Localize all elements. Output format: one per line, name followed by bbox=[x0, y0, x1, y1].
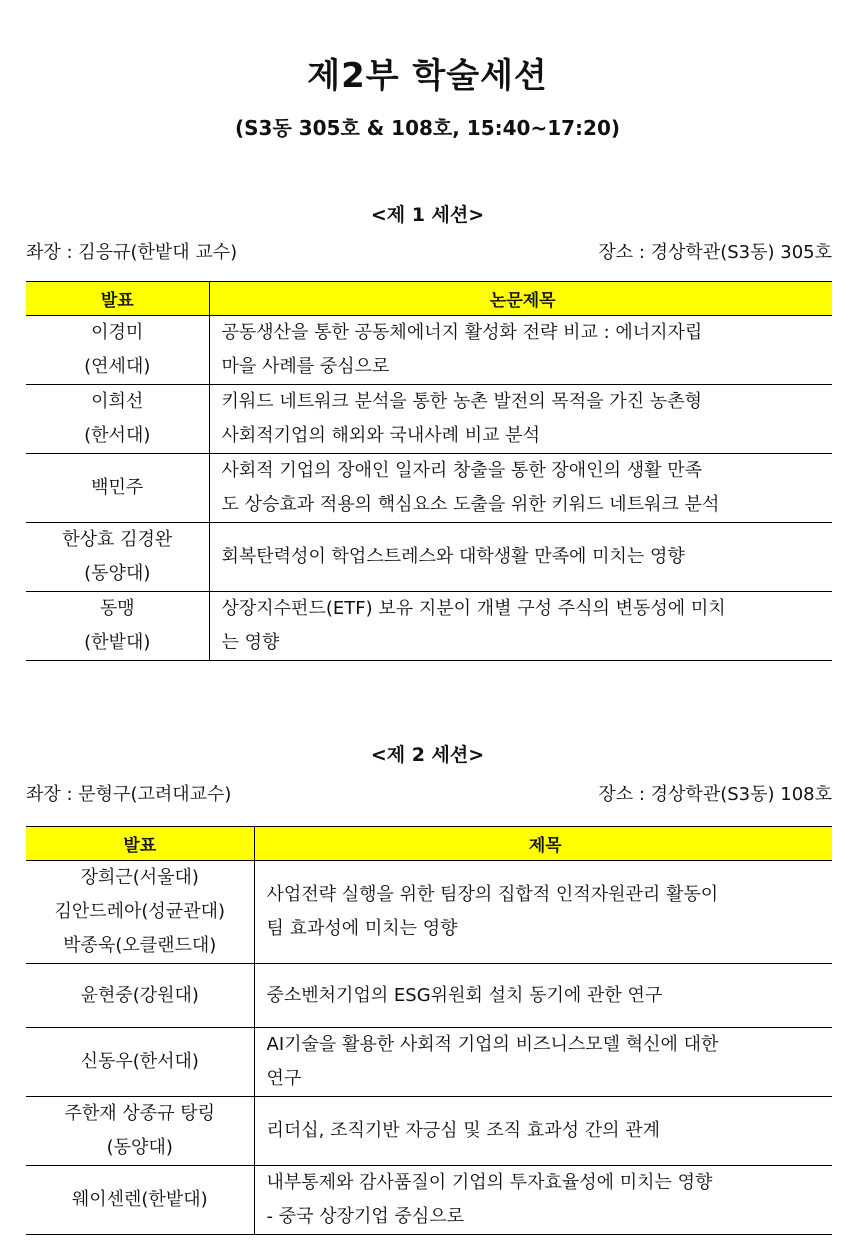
presenter-name: 주한재 상종규 탕링 bbox=[64, 1103, 216, 1124]
paper-title-cell bbox=[209, 316, 832, 385]
presenter-cell bbox=[26, 454, 209, 523]
presenter-name: 웨이센렌(한밭대) bbox=[71, 1189, 208, 1210]
table-header-row bbox=[26, 827, 832, 861]
header-title: 제목 bbox=[254, 827, 832, 861]
table-row bbox=[26, 316, 832, 385]
table-row bbox=[26, 1166, 832, 1235]
table-row bbox=[26, 1097, 832, 1166]
paper-title-line: 내부통제와 감사품질이 기업의 투자효율성에 미치는 영향 bbox=[266, 1172, 713, 1193]
paper-title-cell bbox=[209, 385, 832, 454]
session-2-venue: 장소 : 경상학관(S3동) 108호 bbox=[598, 784, 832, 805]
presenter-name: 윤현중(강원대) bbox=[80, 984, 199, 1006]
table-row bbox=[26, 861, 832, 964]
session-2-chair: 좌장 : 문형구(고려대교수) bbox=[26, 784, 232, 805]
presenter-name: 이희선 bbox=[91, 391, 144, 412]
page-title: 제2부 학술세션 bbox=[307, 56, 548, 96]
presenter-affiliation: (동양대) bbox=[84, 563, 151, 584]
presenter-cell bbox=[26, 316, 209, 385]
session-1-venue: 장소 : 경상학관(S3동) 305호 bbox=[598, 242, 832, 263]
paper-title-line: 회복탄력성이 학업스트레스와 대학생활 만족에 미치는 영향 bbox=[221, 546, 685, 567]
session-2-table bbox=[26, 826, 832, 1235]
paper-title-line: 사회적기업의 해외와 국내사례 비교 분석 bbox=[221, 425, 540, 446]
paper-title-cell bbox=[254, 861, 832, 964]
table-row bbox=[26, 454, 832, 523]
presenter-name: 동맹 bbox=[99, 598, 135, 619]
session-1-chair: 좌장 : 김응규(한밭대 교수) bbox=[26, 242, 238, 263]
paper-title-line: 는 영향 bbox=[221, 632, 280, 653]
session-2-heading: <제 2 세션> bbox=[370, 744, 485, 766]
table-row bbox=[26, 523, 832, 592]
paper-title-line: - 중국 상장기업 중심으로 bbox=[266, 1206, 465, 1227]
page-subtitle: (S3동 305호 & 108호, 15:40~17:20) bbox=[234, 116, 621, 140]
presenter-name: 박종욱(오클랜드대) bbox=[63, 935, 217, 956]
presenter-name: 한상효 김경완 bbox=[62, 529, 173, 550]
presenter-affiliation: (한서대) bbox=[84, 425, 151, 446]
session-1-table bbox=[26, 281, 832, 661]
paper-title-line: 상장지수펀드(ETF) 보유 지분이 개별 구성 주식의 변동성에 미치 bbox=[221, 598, 726, 619]
paper-title-cell bbox=[254, 1166, 832, 1235]
paper-title-line: 도 상승효과 적용의 핵심요소 도출을 위한 키워드 네트워크 분석 bbox=[221, 494, 720, 515]
presenter-cell bbox=[26, 523, 209, 592]
paper-title-cell bbox=[209, 523, 832, 592]
paper-title-line: 사업전략 실행을 위한 팀장의 집합적 인적자원관리 활동이 bbox=[266, 884, 719, 905]
presenter-name: 장희근(서울대) bbox=[80, 867, 199, 888]
paper-title-cell bbox=[254, 1028, 832, 1097]
table-row bbox=[26, 1028, 832, 1097]
table-row bbox=[26, 592, 832, 661]
paper-title-line: 팀 효과성에 미치는 영향 bbox=[266, 918, 458, 939]
paper-title-line: 연구 bbox=[266, 1068, 302, 1089]
paper-title-line: 공동생산을 통한 공동체에너지 활성화 전략 비교 : 에너지자립 bbox=[221, 322, 703, 343]
paper-title-line: 사회적 기업의 장애인 일자리 창출을 통한 장애인의 생활 만족 bbox=[221, 460, 702, 481]
presenter-cell bbox=[26, 1028, 254, 1097]
presenter-name: 김안드레아(성균관대) bbox=[54, 901, 226, 922]
table-header-row bbox=[26, 282, 832, 316]
presenter-cell bbox=[26, 592, 209, 661]
presenter-cell bbox=[26, 1166, 254, 1235]
presenter-cell bbox=[26, 1097, 254, 1166]
header-title: 논문제목 bbox=[209, 282, 832, 316]
table-row bbox=[26, 964, 832, 1028]
paper-title-cell bbox=[254, 1097, 832, 1166]
presenter-affiliation: (연세대) bbox=[84, 356, 151, 377]
paper-title-line: 리더십, 조직기반 자긍심 및 조직 효과성 간의 관계 bbox=[266, 1120, 661, 1141]
paper-title-cell bbox=[209, 592, 832, 661]
presenter-name: 신동우(한서대) bbox=[80, 1051, 199, 1072]
header-presenter: 발표 bbox=[26, 827, 254, 861]
presenter-affiliation: (한밭대) bbox=[84, 632, 151, 653]
table-row bbox=[26, 385, 832, 454]
session-1-heading: <제 1 세션> bbox=[370, 204, 485, 226]
paper-title-line: 키워드 네트워크 분석을 통한 농촌 발전의 목적을 가진 농촌형 bbox=[221, 391, 702, 412]
paper-title-line: AI기술을 활용한 사회적 기업의 비즈니스모델 혁신에 대한 bbox=[266, 1034, 719, 1055]
header-presenter: 발표 bbox=[26, 282, 209, 316]
paper-title-cell bbox=[209, 454, 832, 523]
presenter-cell bbox=[26, 964, 254, 1028]
paper-title-line: 마을 사례를 중심으로 bbox=[221, 356, 390, 377]
presenter-name: 이경미 bbox=[91, 322, 144, 343]
presenter-cell bbox=[26, 861, 254, 964]
presenter-affiliation: (동양대) bbox=[106, 1137, 173, 1158]
presenter-cell bbox=[26, 385, 209, 454]
paper-title-line: 중소벤처기업의 ESG위원회 설치 동기에 관한 연구 bbox=[266, 984, 663, 1006]
session-1-info bbox=[26, 240, 832, 266]
session-2-info bbox=[26, 782, 832, 808]
presenter-name: 백민주 bbox=[91, 477, 144, 498]
paper-title-cell bbox=[254, 964, 832, 1028]
